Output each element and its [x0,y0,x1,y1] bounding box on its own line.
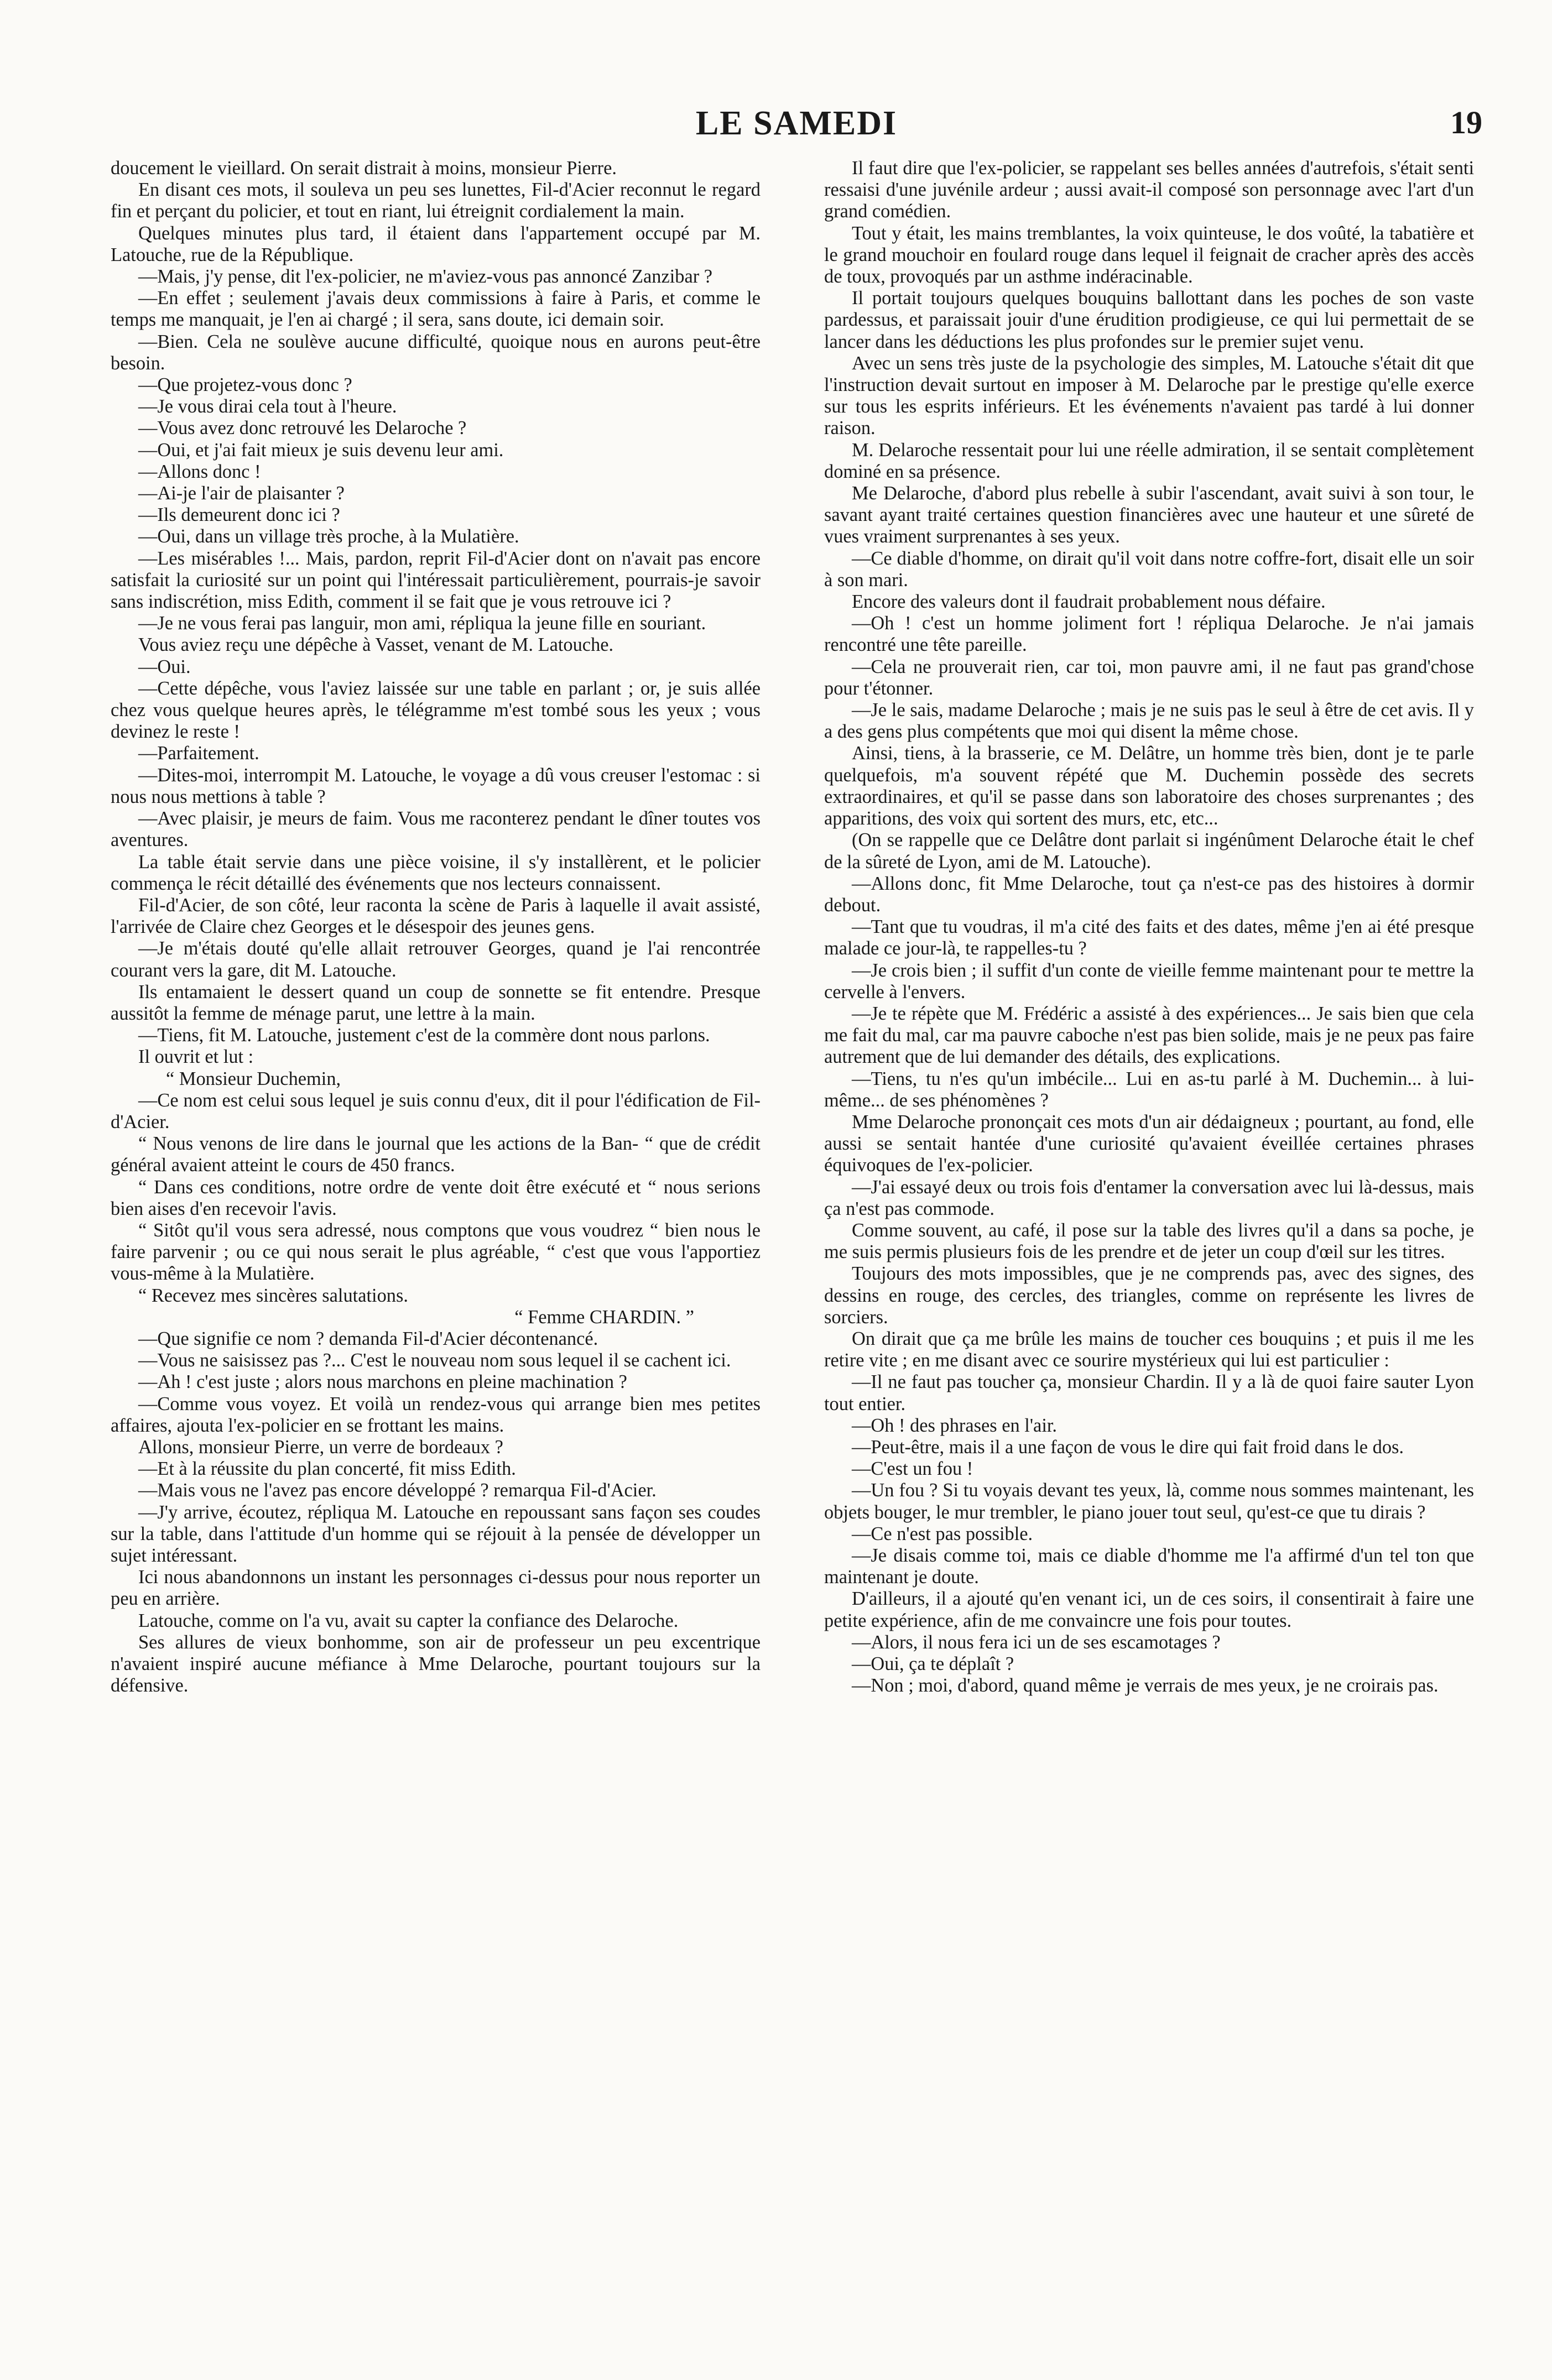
paragraph: —Comme vous voyez. Et voilà un rendez-vous qui arrange bien mes petites affaires, ajouta l'ex-policier en se frottant les mains. [111,1393,761,1436]
paragraph: —Je ne vous ferai pas languir, mon ami, répliqua la jeune fille en souriant. [138,613,706,634]
paragraph: —Oui, et j'ai fait mieux je suis devenu leur ami. [138,439,504,461]
paragraph: —Cette dépêche, vous l'aviez laissée sur une table en parlant ; or, je suis allée chez vous quelque heures après, le télégramme m'est tombé sous les yeux ; vous devinez le reste ! [111,677,761,743]
letter-paragraph: “ Recevez mes sincères salutations. [138,1285,408,1306]
paragraph: —J'y arrive, écoutez, répliqua M. Latouche en repoussant sans façon ses coudes sur la table, dans l'attitude d'un homme qui se réjouit à la pensée de développer un sujet intéressant. [111,1501,761,1566]
paragraph: —Allons donc, fit Mme Delaroche, tout ça n'est-ce pas des histoires à dormir debout. [824,873,1474,916]
left-column [111,158,761,2347]
paragraph: D'ailleurs, il a ajouté qu'en venant ici, un de ces soirs, il consentirait à faire une petite expérience, afin de me convaincre une fois pour toutes. [824,1588,1474,1631]
paragraph: —J'ai essayé deux ou trois fois d'entamer la conversation avec lui là-dessus, mais ça n'est pas commode. [824,1176,1474,1219]
paragraph: —Je le sais, madame Delaroche ; mais je ne suis pas le seul à être de cet avis. Il y a des gens plus compétents que moi qui disent la même chose. [824,700,1474,743]
publication-title: LE SAMEDI [695,105,898,142]
paragraph: Avec un sens très juste de la psychologie des simples, M. Latouche s'était dit que l'instruction devait surtout en imposer à M. Delaroche par le prestige qu'elle exerce sur tous les esprits inférieurs. Et les événements n'avaient pas tardé à lui donner raison. [824,352,1474,439]
paragraph: —Vous avez donc retrouvé les Delaroche ? [138,417,467,439]
paragraph: —En effet ; seulement j'avais deux commissions à faire à Paris, et comme le temps me manquait, je l'en ai chargé ; il sera, sans doute, ici demain soir. [111,288,761,331]
paragraph: —Ai-je l'air de plaisanter ? [138,483,345,504]
paragraph: —Oui. [138,656,191,677]
paragraph: —Tant que tu voudras, il m'a cité des faits et des dates, même j'en ai été presque malade ce jour-là, te rappelles-tu ? [824,916,1474,959]
paragraph: —Je vous dirai cela tout à l'heure. [138,396,397,417]
paragraph: —Je m'étais douté qu'elle allait retrouver Georges, quand je l'ai rencontrée courant vers la gare, dit M. Latouche. [111,938,761,981]
letter-paragraph: “ Dans ces conditions, notre ordre de vente doit être exécuté et “ nous serions bien aises d'en recevoir l'avis. [111,1176,761,1219]
paragraph: —Oui, ça te déplaît ? [852,1653,1014,1675]
paragraph: —C'est un fou ! [852,1458,973,1480]
paragraph: —Ce diable d'homme, on dirait qu'il voit dans notre coffre-fort, disait elle un soir à son mari. [824,547,1474,591]
letter-salutation: “ Monsieur Duchemin, [166,1068,341,1089]
paragraph: Mme Delaroche prononçait ces mots d'un air dédaigneux ; pourtant, au fond, elle aussi se sentait hantée d'une curiosité qu'avaient éveillée certaines phrases équivoques de l'ex-policier. [824,1111,1474,1176]
paragraph: Allons, monsieur Pierre, un verre de bordeaux ? [138,1436,503,1458]
page-number: 19 [1450,105,1482,140]
paragraph: —Et à la réussite du plan concerté, fit miss Edith. [138,1458,516,1480]
paragraph: —Je disais comme toi, mais ce diable d'homme me l'a affirmé d'un tel ton que maintenant je doute. [824,1545,1474,1588]
paragraph: —Les misérables !... Mais, pardon, reprit Fil-d'Acier dont on n'avait pas encore satisfait la curiosité sur un point qui l'intéressait particulièrement, pourrais-je savoir sans indiscrétion, miss Edith, comment il se fait que je vous retrouve ici ? [111,547,761,613]
paragraph: On dirait que ça me brûle les mains de toucher ces bouquins ; et puis il me les retire vite ; en me disant avec ce sourire mystérieux qui lui est particulier : [824,1328,1474,1371]
paragraph: Ainsi, tiens, à la brasserie, ce M. Delâtre, un homme très bien, dont je te parle quelquefois, m'a souvent répété que M. Duchemin possède des secrets extraordinaires, et qu'il se passe dans son laboratoire des choses surprenantes ; des apparitions, des voix qui sortent des murs, etc, etc... [824,743,1474,829]
paragraph: —Bien. Cela ne soulève aucune difficulté, quoique nous en aurons peut-être besoin. [111,331,761,374]
paragraph: —Mais vous ne l'avez pas encore développé ? remarqua Fil-d'Acier. [138,1480,657,1501]
paragraph: —Il ne faut pas toucher ça, monsieur Chardin. Il y a là de quoi faire sauter Lyon tout entier. [824,1371,1474,1415]
paragraph: —Mais, j'y pense, dit l'ex-policier, ne m'aviez-vous pas annoncé Zanzibar ? [138,266,713,288]
paragraph: —Cela ne prouverait rien, car toi, mon pauvre ami, il ne faut pas grand'chose pour t'étonner. [824,656,1474,699]
paragraph: M. Delaroche ressentait pour lui une réelle admiration, il se sentait complètement dominé en sa présence. [824,439,1474,482]
page-header [111,104,1482,148]
paragraph: —Tiens, tu n'es qu'un imbécile... Lui en as-tu parlé à M. Duchemin... à lui-même... de ses phénomènes ? [824,1068,1474,1111]
paragraph: Latouche, comme on l'a vu, avait su capter la confiance des Delaroche. [138,1610,679,1631]
paragraph: —Que signifie ce nom ? demanda Fil-d'Acier décontenancé. [138,1328,598,1349]
paragraph: —Ce nom est celui sous lequel je suis connu d'eux, dit il pour l'édification de Fil-d'Acier. [111,1089,761,1132]
paragraph: —Ah ! c'est juste ; alors nous marchons en pleine machination ? [138,1371,627,1393]
paragraph: Vous aviez reçu une dépêche à Vasset, venant de M. Latouche. [138,634,614,656]
paragraph: (On se rappelle que ce Delâtre dont parlait si ingénûment Delaroche était le chef de la sûreté de Lyon, ami de M. Latouche). [824,829,1474,873]
paragraph: —Peut-être, mais il a une façon de vous le dire qui fait froid dans le dos. [852,1436,1404,1458]
paragraph: —Ils demeurent donc ici ? [138,504,340,526]
paragraph: —Que projetez-vous donc ? [138,374,352,396]
paragraph: Ses allures de vieux bonhomme, son air de professeur un peu excentrique n'avaient inspiré aucune méfiance à Mme Delaroche, pourtant toujours sur la défensive. [111,1631,761,1697]
paragraph: Ils entamaient le dessert quand un coup de sonnette se fit entendre. Presque aussitôt la femme de ménage parut, une lettre à la main. [111,981,761,1024]
paragraph: —Vous ne saisissez pas ?... C'est le nouveau nom sous lequel il se cachent ici. [138,1350,731,1371]
paragraph: En disant ces mots, il souleva un peu ses lunettes, Fil-d'Acier reconnut le regard fin et perçant du policier, et tout en riant, lui étreignit cordialement la main. [111,179,761,222]
paragraph: Encore des valeurs dont il faudrait probablement nous défaire. [852,591,1326,613]
paragraph: Fil-d'Acier, de son côté, leur raconta la scène de Paris à laquelle il avait assisté, l'arrivée de Claire chez Georges et le désespoir des jeunes gens. [111,894,761,938]
paragraph: —Un fou ? Si tu voyais devant tes yeux, là, comme nous sommes maintenant, les objets bouger, le mur trembler, le piano jouer tout seul, qu'est-ce que tu dirais ? [824,1480,1474,1523]
paragraph: —Ce n'est pas possible. [852,1523,1033,1544]
paragraph: doucement le vieillard. On serait distrait à moins, monsieur Pierre. [111,158,617,179]
paragraph: Toujours des mots impossibles, que je ne comprends pas, avec des signes, des dessins en rouge, des cercles, des triangles, comme on représente les livres de sorciers. [824,1263,1474,1328]
letter-signature: “ Femme CHARDIN. ” [514,1306,694,1328]
right-column [824,158,1474,2347]
letter-paragraph: “ Sitôt qu'il vous sera adressé, nous comptons que vous voudrez “ bien nous le faire parvenir ; ou ce qui nous serait le plus agréable, “ c'est que vous l'apportiez vous-même à la Mulatière. [111,1219,761,1285]
paragraph: —Tiens, fit M. Latouche, justement c'est de la commère dont nous parlons. [138,1025,710,1046]
paragraph: —Oh ! c'est un homme joliment fort ! répliqua Delaroche. Je n'ai jamais rencontré une tête pareille. [824,613,1474,656]
paragraph: Me Delaroche, d'abord plus rebelle à subir l'ascendant, avait suivi à son tour, le savant ayant traité certaines question financières avec une hauteur et une sûreté de vues vraiment surprenantes à ses yeux. [824,483,1474,547]
paragraph: —Oui, dans un village très proche, à la Mulatière. [138,526,519,547]
paragraph: —Je crois bien ; il suffit d'un conte de vieille femme maintenant pour te mettre la cervelle à l'envers. [824,959,1474,1003]
paragraph: Tout y était, les mains tremblantes, la voix quinteuse, le dos voûté, la tabatière et le grand mouchoir en foulard rouge dans lequel il feignait de cracher après des accès de toux, provoqués par un asthme indéracinable. [824,222,1474,288]
paragraph: Ici nous abandonnons un instant les personnages ci-dessus pour nous reporter un peu en arrière. [111,1567,761,1610]
paragraph: —Oh ! des phrases en l'air. [852,1415,1058,1436]
paragraph: Il ouvrit et lut : [138,1046,254,1068]
paragraph: —Parfaitement. [138,743,259,764]
paragraph: Quelques minutes plus tard, il étaient dans l'appartement occupé par M. Latouche, rue de la République. [111,222,761,265]
paragraph: —Avec plaisir, je meurs de faim. Vous me raconterez pendant le dîner toutes vos aventures. [111,808,761,851]
letter-paragraph: “ Nous venons de lire dans le journal que les actions de la Ban- “ que de crédit général avaient atteint le cours de 450 francs. [111,1133,761,1176]
paragraph: La table était servie dans une pièce voisine, il s'y installèrent, et le policier commença le récit détaillé des événements que nos lecteurs connaissent. [111,851,761,894]
paragraph: Il portait toujours quelques bouquins ballottant dans les poches de son vaste pardessus, et paraissait jouir d'une érudition prodigieuse, ce qui lui permettait de se lancer dans les déductions les plus profondes sur le premier sujet venu. [824,288,1474,352]
paragraph: —Non ; moi, d'abord, quand même je verrais de mes yeux, je ne croirais pas. [852,1675,1439,1697]
paragraph: —Allons donc ! [138,461,261,482]
paragraph: Il faut dire que l'ex-policier, se rappelant ses belles années d'autrefois, s'était senti ressaisi d'une juvénile ardeur ; aussi avait-il composé son personnage avec l'art d'un grand comédien. [824,158,1474,222]
paragraph: Comme souvent, au café, il pose sur la table des livres qu'il a dans sa poche, je me suis permis plusieurs fois de les prendre et de jeter un coup d'œil sur les titres. [824,1219,1474,1263]
paragraph: —Je te répète que M. Frédéric a assisté à des expériences... Je sais bien que cela me fait du mal, car ma pauvre caboche n'est pas bien solide, mais je ne peux pas faire autrement que de lui demander des détails, des explications. [824,1003,1474,1068]
paragraph: —Dites-moi, interrompit M. Latouche, le voyage a dû vous creuser l'estomac : si nous nous mettions à table ? [111,764,761,807]
paragraph: —Alors, il nous fera ici un de ses escamotages ? [852,1631,1221,1653]
